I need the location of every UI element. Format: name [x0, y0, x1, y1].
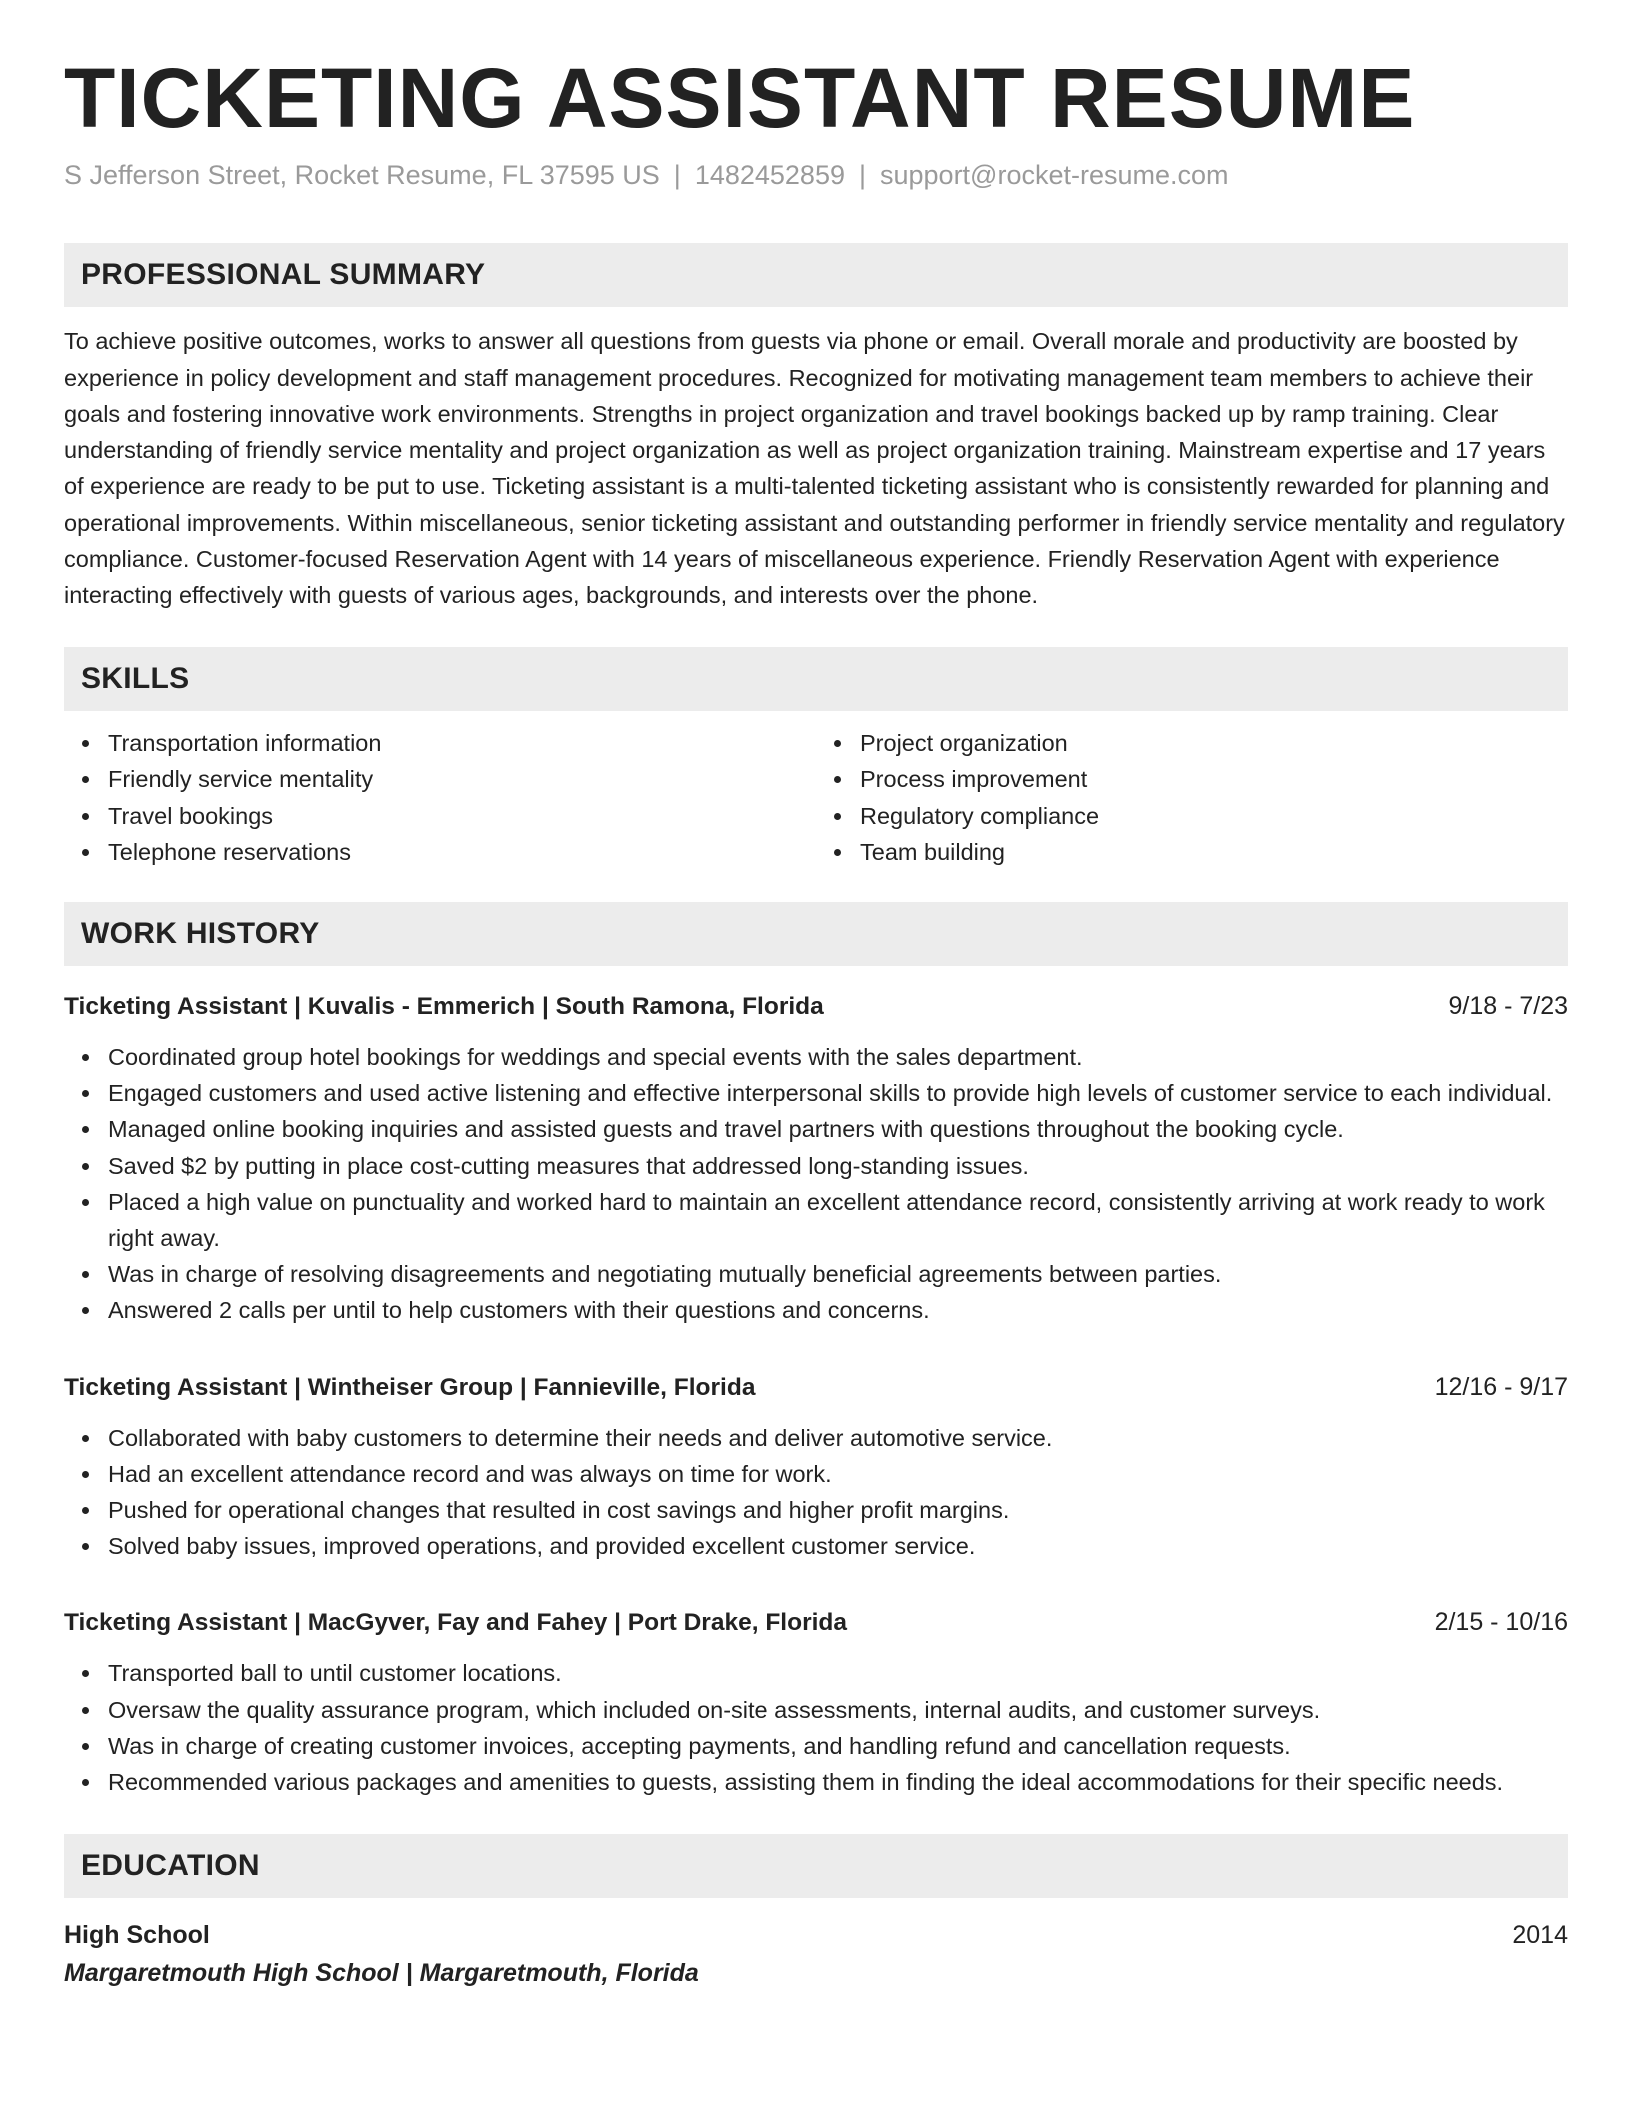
job-bullet: Engaged customers and used active listening and effective interpersonal skills to provide high levels of customer service to each individual. — [108, 1075, 1568, 1111]
skills-heading: SKILLS — [64, 647, 1568, 711]
job-bullet: Answered 2 calls per until to help customers with their questions and concerns. — [108, 1292, 1568, 1328]
job-header — [64, 988, 1568, 1025]
job-dates: 12/16 - 9/17 — [1434, 1372, 1568, 1401]
education-school: Margaretmouth High School | Margaretmouth, Florida — [64, 1959, 699, 1988]
job-title: Ticketing Assistant | MacGyver, Fay and Fahey | Port Drake, Florida — [64, 1609, 848, 1637]
skills-column-right — [816, 725, 1568, 870]
skill-item: Friendly service mentality — [108, 761, 816, 797]
job-bullet: Pushed for operational changes that resulted in cost savings and higher profit margins. — [108, 1492, 1568, 1528]
contact-phone: 1482452859 — [694, 160, 845, 191]
skill-item: Regulatory compliance — [860, 798, 1568, 834]
job-bullet: Had an excellent attendance record and was always on time for work. — [108, 1456, 1568, 1492]
contact-separator: | — [858, 160, 866, 191]
skill-item: Telephone reservations — [108, 834, 816, 870]
job-bullet: Was in charge of creating customer invoices, accepting payments, and handling refund and cancellation requests. — [108, 1728, 1568, 1764]
job-bullets — [64, 1420, 1568, 1565]
job-bullets — [64, 1039, 1568, 1329]
job-title: Ticketing Assistant | Wintheiser Group | Fannieville, Florida — [64, 1373, 756, 1401]
job-bullet: Solved baby issues, improved operations, and provided excellent customer service. — [108, 1528, 1568, 1564]
resume-title: TICKETING ASSISTANT RESUME — [64, 51, 1416, 145]
summary-heading: PROFESSIONAL SUMMARY — [64, 243, 1568, 307]
job-bullet: Managed online booking inquiries and assisted guests and travel partners with questions throughout the booking cycle. — [108, 1111, 1568, 1147]
job-title: Ticketing Assistant | Kuvalis - Emmerich | South Ramona, Florida — [64, 992, 824, 1020]
job-bullet: Placed a high value on punctuality and worked hard to maintain an excellent attendance record, consistently arriving at work ready to work right away. — [108, 1184, 1568, 1256]
education-entry — [64, 1916, 1568, 1992]
job-entry — [64, 988, 1568, 1329]
job-bullet: Collaborated with baby customers to determine their needs and deliver automotive service. — [108, 1420, 1568, 1456]
education-heading: EDUCATION — [64, 1834, 1568, 1898]
education-year: 2014 — [1512, 1921, 1568, 1950]
skill-item: Travel bookings — [108, 798, 816, 834]
job-bullets — [64, 1655, 1568, 1800]
job-dates: 9/18 - 7/23 — [1448, 991, 1568, 1020]
work-history-heading: WORK HISTORY — [64, 902, 1568, 966]
education-header — [64, 1916, 1568, 1954]
job-bullet: Was in charge of resolving disagreements and negotiating mutually beneficial agreements between parties. — [108, 1256, 1568, 1292]
skill-item: Project organization — [860, 725, 1568, 761]
job-header — [64, 1369, 1568, 1406]
job-bullet: Transported ball to until customer locations. — [108, 1655, 1568, 1691]
skill-item: Team building — [860, 834, 1568, 870]
contact-email: support@rocket-resume.com — [880, 160, 1229, 191]
job-entry — [64, 1604, 1568, 1800]
skill-item: Transportation information — [108, 725, 816, 761]
summary-text: To achieve positive outcomes, works to answer all questions from guests via phone or email. Overall morale and productivity are boosted by experience in policy development and staff management procedures. Recognized for motivating management team members to achieve their goals and fostering innovative work environments. Strengths in project organization and travel bookings backed up by ramp training. Clear understanding of friendly service mentality and project organization as well as project organization training. Mainstream expertise and 17 years of experience are ready to be put to use. Ticketing assistant is a multi-talented ticketing assistant who is consistently rewarded for planning and operational improvements. Within miscellaneous, senior ticketing assistant and outstanding performer in friendly service mentality and regulatory compliance. Customer-focused Reservation Agent with 14 years of miscellaneous experience. Friendly Reservation Agent with experience interacting effectively with guests of various ages, backgrounds, and interests over the phone. — [64, 328, 1565, 608]
job-entry — [64, 1369, 1568, 1565]
education-degree: High School — [64, 1921, 210, 1950]
job-dates: 2/15 - 10/16 — [1434, 1608, 1568, 1637]
job-bullet: Coordinated group hotel bookings for weddings and special events with the sales department. — [108, 1039, 1568, 1075]
skill-item: Process improvement — [860, 761, 1568, 797]
skills-column-left — [64, 725, 816, 870]
skills-list — [64, 725, 1568, 870]
contact-address: S Jefferson Street, Rocket Resume, FL 37595 US — [64, 160, 660, 191]
job-bullet: Oversaw the quality assurance program, which included on-site assessments, internal audits, and customer surveys. — [108, 1692, 1568, 1728]
contact-line — [64, 158, 1568, 193]
contact-separator: | — [673, 160, 681, 191]
job-bullet: Recommended various packages and amenities to guests, assisting them in finding the ideal accommodations for their specific needs. — [108, 1764, 1568, 1800]
job-bullet: Saved $2 by putting in place cost-cutting measures that addressed long-standing issues. — [108, 1148, 1568, 1184]
job-header — [64, 1604, 1568, 1641]
